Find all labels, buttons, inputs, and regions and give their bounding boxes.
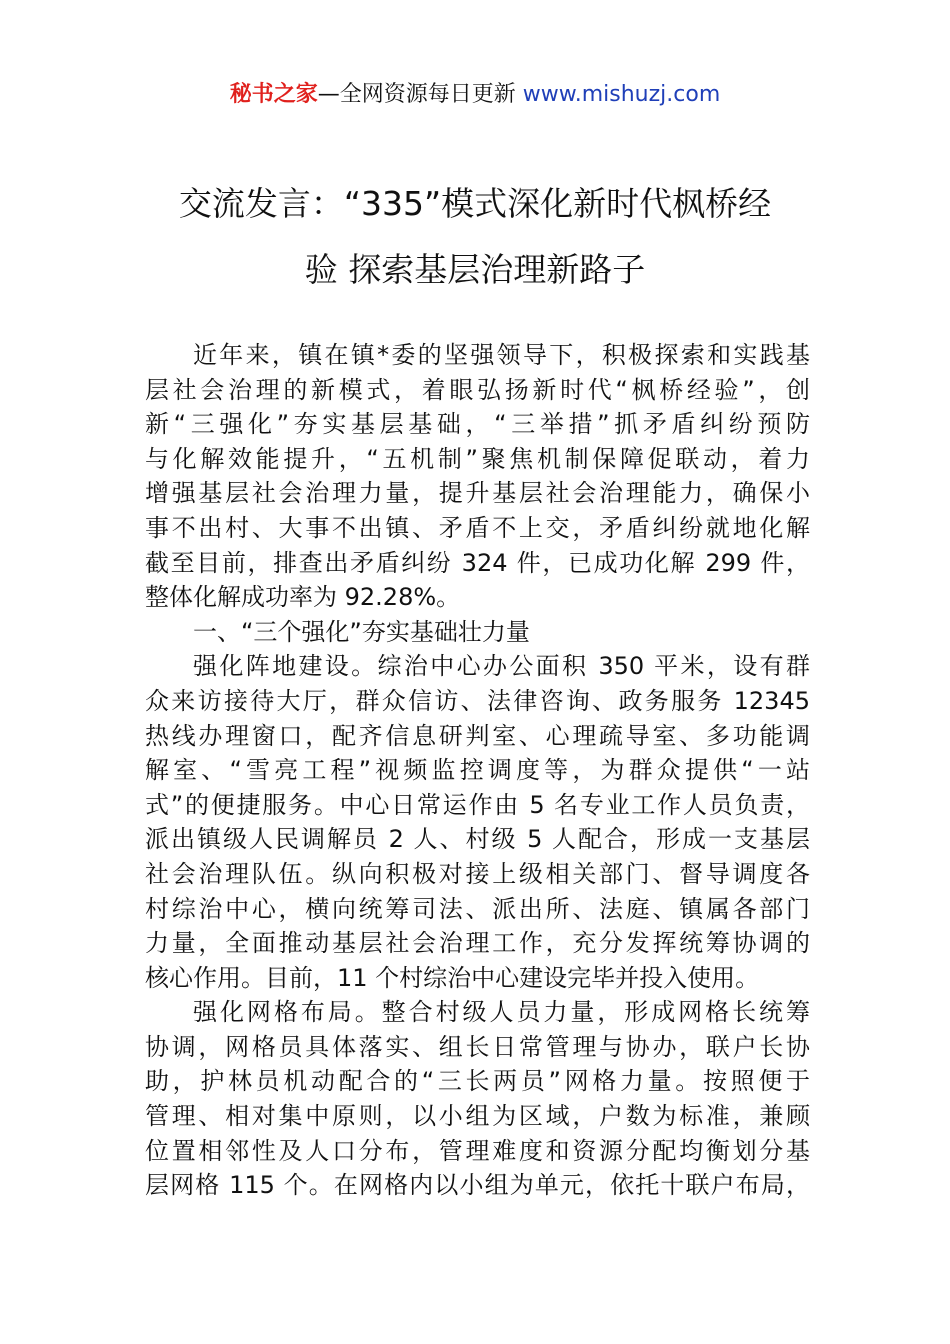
paragraph-line: 强化网格布局。整合村级人员力量，形成网格长统筹	[193, 998, 810, 1027]
paragraph-line: 位置相邻性及人口分布，管理难度和资源分配均衡划分基	[145, 1136, 810, 1165]
site-name: 秘书之家	[229, 82, 318, 107]
paragraph-line: 核心作用。目前，11 个村综治中心建设完毕并投入使用。	[145, 963, 760, 992]
paragraph-line: 与化解效能提升，“五机制”聚焦机制保障促联动，着力	[145, 444, 810, 473]
paragraph-line: 事不出村、大事不出镇、矛盾不上交，矛盾纠纷就地化解	[145, 513, 810, 542]
paragraph-line: 协调，网格员具体落实、组长日常管理与协办，联户长协	[145, 1032, 810, 1061]
paragraph-line: 解室、“雪亮工程”视频监控调度等，为群众提供“一站	[145, 756, 810, 785]
paragraph-line: 整体化解成功率为 92.28%。	[145, 583, 461, 612]
paragraph-line: 截至目前，排查出矛盾纠纷 324 件，已成功化解 299 件，	[145, 548, 810, 577]
paragraph-line: 众来访接待大厅，群众信访、法律咨询、政务服务 12345	[145, 686, 810, 715]
paragraph-line: 村综治中心，横向统筹司法、派出所、法庭、镇属各部门	[145, 894, 810, 923]
document-title-line-1: 交流发言：“335”模式深化新时代枫桥经	[178, 184, 772, 223]
site-tagline: —全网资源每日更新	[317, 82, 523, 107]
site-header	[0, 80, 950, 110]
paragraph-line: 管理、相对集中原则，以小组为区域，户数为标准，兼顾	[145, 1102, 810, 1131]
paragraph-line: 强化阵地建设。综治中心办公面积 350 平米，设有群	[193, 652, 810, 681]
paragraph-line: 社会治理队伍。纵向积极对接上级相关部门、督导调度各	[145, 859, 810, 888]
paragraph-line: 新“三强化”夯实基层基础，“三举措”抓矛盾纠纷预防	[145, 410, 810, 439]
section-heading: 一、“三个强化”夯实基础壮力量	[193, 617, 530, 646]
document-body	[145, 338, 810, 1203]
paragraph-line: 派出镇级人民调解员 2 人、村级 5 人配合，形成一支基层	[145, 825, 810, 854]
paragraph-line: 热线办理窗口，配齐信息研判室、心理疏导室、多功能调	[145, 721, 810, 750]
site-url-link[interactable]: www.mishuzj.com	[522, 82, 721, 107]
paragraph-line: 层社会治理的新模式，着眼弘扬新时代“枫桥经验”，创	[145, 375, 810, 404]
document-title-line-2: 验 探索基层治理新路子	[304, 250, 646, 289]
paragraph-line: 近年来，镇在镇*委的坚强领导下，积极探索和实践基	[193, 341, 810, 369]
paragraph-line: 力量，全面推动基层社会治理工作，充分发挥统筹协调的	[145, 929, 810, 958]
paragraph-line: 增强基层社会治理力量，提升基层社会治理能力，确保小	[145, 479, 810, 508]
paragraph-line: 助，护林员机动配合的“三长两员”网格力量。按照便于	[145, 1067, 810, 1096]
paragraph-line: 层网格 115 个。在网格内以小组为单元，依托十联户布局，	[145, 1171, 810, 1200]
paragraph-line: 式”的便捷服务。中心日常运作由 5 名专业工作人员负责，	[145, 790, 810, 819]
